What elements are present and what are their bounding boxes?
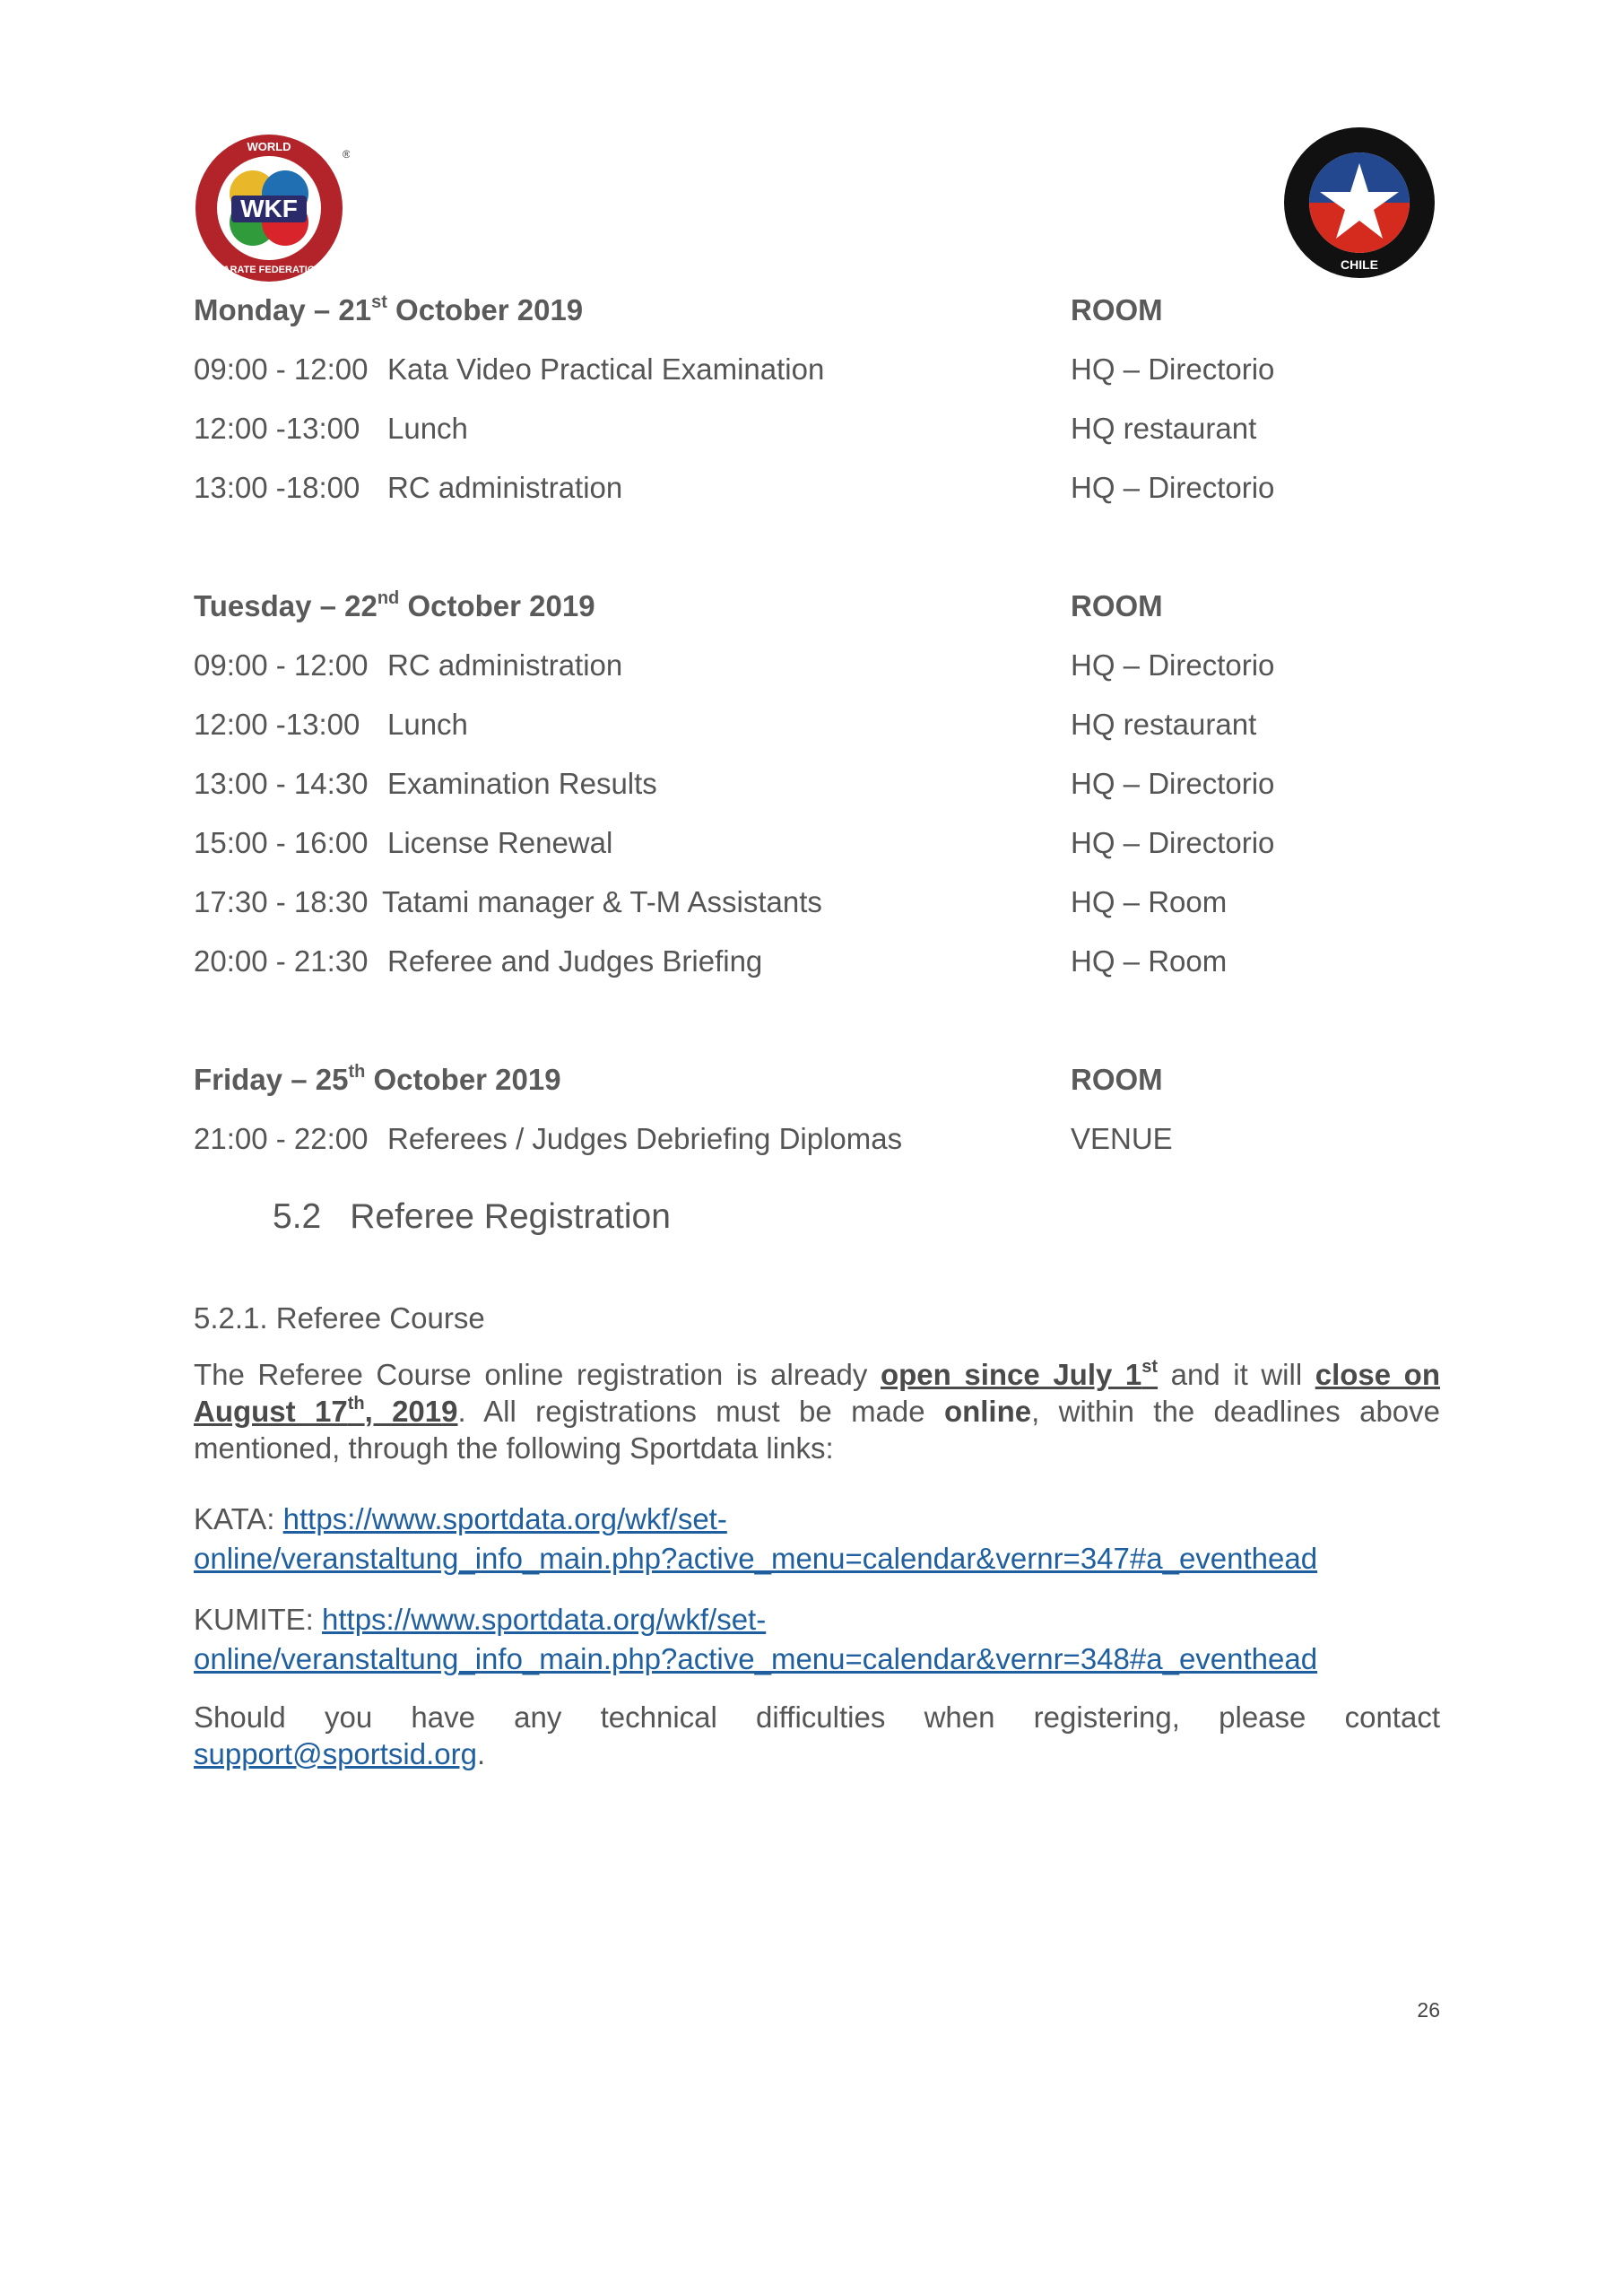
support-email-link[interactable]: support@sportsid.org — [194, 1737, 477, 1770]
kata-link[interactable]: https://www.sportdata.org/wkf/set- — [282, 1502, 727, 1535]
schedule-row: 12:00 -13:00 Lunch HQ restaurant — [194, 412, 1257, 445]
chile-federation-logo — [1280, 124, 1438, 282]
svg-text:®: ® — [343, 148, 350, 161]
schedule-row: 17:30 - 18:30 Tatami manager & T-M Assistants HQ – Room — [194, 885, 1228, 918]
day-header-monday: Monday – 21st October 2019 ROOM — [194, 289, 1440, 332]
day-header-friday: Friday – 25th October 2019 ROOM — [194, 1058, 1440, 1101]
svg-text:WORLD: WORLD — [247, 140, 291, 153]
kumite-link[interactable]: https://www.sportdata.org/wkf/set- — [322, 1603, 767, 1636]
schedule-row: 20:00 - 21:30 Referee and Judges Briefing HQ – Room — [194, 944, 1228, 978]
support-paragraph: Should you have any technical difficulties when registering, please contact support@sportsid.org. — [194, 1700, 1440, 1770]
schedule-row: 12:00 -13:00 Lunch HQ restaurant — [194, 708, 1257, 741]
svg-text:CHILE: CHILE — [1341, 257, 1378, 272]
schedule-row: 09:00 - 12:00 RC administration HQ – Directorio — [194, 648, 1275, 682]
kumite-link-block: KUMITE: https://www.sportdata.org/wkf/set- online/veranstaltung_info_main.php?active_menu=calendar&vernr=348#a_eventhead — [194, 1603, 1318, 1675]
day-header-tuesday: Tuesday – 22nd October 2019 ROOM — [194, 585, 1440, 628]
kata-link-block: KATA: https://www.sportdata.org/wkf/set- online/veranstaltung_info_main.php?active_menu=calendar&vernr=347#a_eventhead — [194, 1502, 1318, 1575]
kata-link-continued[interactable]: online/veranstaltung_info_main.php?active_menu=calendar&vernr=347#a_eventhead — [194, 1542, 1318, 1575]
page-number: 26 — [1417, 1998, 1440, 2022]
kumite-link-continued[interactable]: online/veranstaltung_info_main.php?active_menu=calendar&vernr=348#a_eventhead — [194, 1642, 1318, 1675]
room-header: ROOM — [1071, 293, 1163, 326]
room-header: ROOM — [1071, 589, 1163, 622]
wkf-logo — [192, 127, 350, 285]
schedule-row: 13:00 -18:00 RC administration HQ – Directorio — [194, 471, 1275, 504]
svg-text:KARATE FEDERATION: KARATE FEDERATION — [215, 265, 323, 275]
section-heading: 5.2 Referee Registration — [273, 1197, 671, 1236]
schedule-row: 15:00 - 16:00 License Renewal HQ – Directorio — [194, 826, 1275, 859]
schedule-row: 13:00 - 14:30 Examination Results HQ – Directorio — [194, 767, 1275, 800]
wkf-logo-text: WKF — [240, 195, 298, 222]
subsection-heading: 5.2.1. Referee Course — [194, 1301, 485, 1335]
room-header: ROOM — [1071, 1063, 1163, 1096]
registration-paragraph: The Referee Course online registration is already open since July 1st and it will close on August 17th, 2019. All registrations must be made online, within the deadlines above mentioned, through the following Sportdata links: — [194, 1357, 1441, 1465]
schedule-row: 21:00 - 22:00 Referees / Judges Debriefing Diplomas VENUE — [194, 1122, 1173, 1155]
schedule-row: 09:00 - 12:00 Kata Video Practical Examination HQ – Directorio — [194, 352, 1275, 386]
